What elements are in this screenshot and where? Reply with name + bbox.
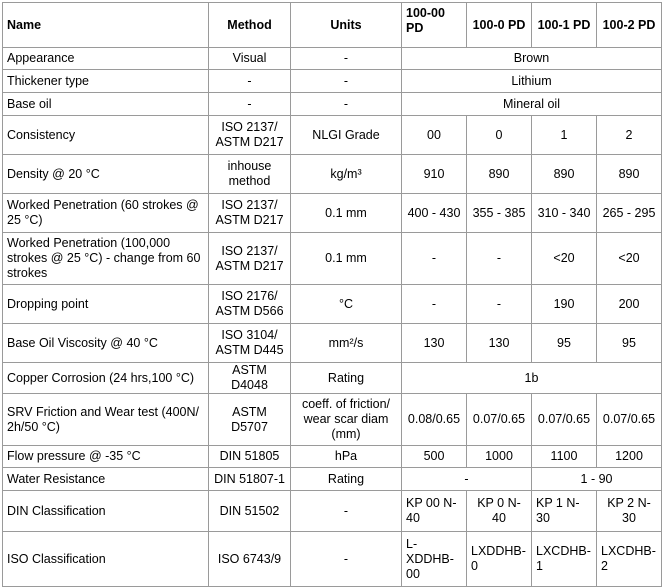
- row-units: -: [291, 48, 402, 70]
- row-name: Water Resistance: [3, 468, 209, 491]
- row-method: ISO 3104/ ASTM D445: [209, 324, 291, 363]
- row-value-100-0: 130: [467, 324, 532, 363]
- row-units: mm²/s: [291, 324, 402, 363]
- header-grade-100-1: 100-1 PD: [532, 3, 597, 48]
- row-value-100-2: 890: [597, 155, 662, 194]
- row-value-100-00: 0.08/0.65: [402, 394, 467, 446]
- row-name: Base Oil Viscosity @ 40 °C: [3, 324, 209, 363]
- row-value-100-00: -: [402, 285, 467, 324]
- row-name: Worked Penetration (60 strokes @ 25 °C): [3, 194, 209, 233]
- row-value-100-2: 2: [597, 116, 662, 155]
- row-method: ASTM D5707: [209, 394, 291, 446]
- row-method: ISO 2137/ ASTM D217: [209, 194, 291, 233]
- table-row: [3, 70, 662, 93]
- row-value-100-0: 890: [467, 155, 532, 194]
- row-value-100-0: -: [467, 285, 532, 324]
- row-value-100-00: 00: [402, 116, 467, 155]
- row-method: ISO 6743/9: [209, 532, 291, 587]
- row-units: 0.1 mm: [291, 233, 402, 285]
- row-name: Copper Corrosion (24 hrs,100 °C): [3, 363, 209, 394]
- table-row: [3, 233, 662, 285]
- row-value-100-1: KP 1 N- 30: [532, 491, 597, 532]
- row-name: SRV Friction and Wear test (400N/ 2h/50 °C): [3, 394, 209, 446]
- row-value-100-2: 0.07/0.65: [597, 394, 662, 446]
- row-method: DIN 51502: [209, 491, 291, 532]
- row-method: -: [209, 70, 291, 93]
- table-row: [3, 468, 662, 491]
- row-name: Flow pressure @ -35 °C: [3, 446, 209, 468]
- table-row: [3, 363, 662, 394]
- row-value-100-00: -: [402, 233, 467, 285]
- row-method: ISO 2176/ ASTM D566: [209, 285, 291, 324]
- header-grade-100-00: 100-00 PD: [402, 3, 467, 48]
- row-value-100-1: 890: [532, 155, 597, 194]
- row-units: Rating: [291, 363, 402, 394]
- row-units: 0.1 mm: [291, 194, 402, 233]
- row-name: Dropping point: [3, 285, 209, 324]
- row-value-grades-1-2: 1 - 90: [532, 468, 662, 491]
- row-value-100-1: 0.07/0.65: [532, 394, 597, 446]
- row-method: ASTM D4048: [209, 363, 291, 394]
- row-value-100-2: 95: [597, 324, 662, 363]
- row-method: ISO 2137/ ASTM D217: [209, 233, 291, 285]
- row-units: -: [291, 532, 402, 587]
- row-units: hPa: [291, 446, 402, 468]
- table-row: [3, 93, 662, 116]
- table-row: [3, 491, 662, 532]
- row-value-100-1: 95: [532, 324, 597, 363]
- row-value-100-2: <20: [597, 233, 662, 285]
- row-units: -: [291, 491, 402, 532]
- row-units: NLGI Grade: [291, 116, 402, 155]
- row-value-100-1: LXCDHB- 1: [532, 532, 597, 587]
- row-value-100-2: 200: [597, 285, 662, 324]
- row-value-100-0: 0.07/0.65: [467, 394, 532, 446]
- row-units: -: [291, 70, 402, 93]
- row-value-100-00: 910: [402, 155, 467, 194]
- row-value-100-0: KP 0 N-40: [467, 491, 532, 532]
- table-row: [3, 532, 662, 587]
- row-value-all-grades: Mineral oil: [402, 93, 662, 116]
- row-units: -: [291, 93, 402, 116]
- row-value-100-2: 1200: [597, 446, 662, 468]
- table-header-row: [3, 3, 662, 48]
- row-value-grades-00-0: -: [402, 468, 532, 491]
- header-grade-100-0: 100-0 PD: [467, 3, 532, 48]
- header-method: Method: [209, 3, 291, 48]
- row-value-100-1: 310 - 340: [532, 194, 597, 233]
- row-value-100-00: 130: [402, 324, 467, 363]
- row-value-all-grades: 1b: [402, 363, 662, 394]
- header-grade-100-2: 100-2 PD: [597, 3, 662, 48]
- row-value-all-grades: Lithium: [402, 70, 662, 93]
- table-row: [3, 155, 662, 194]
- row-method: inhouse method: [209, 155, 291, 194]
- row-name: Worked Penetration (100,000 strokes @ 25 °C) - change from 60 strokes: [3, 233, 209, 285]
- row-value-100-2: LXCDHB- 2: [597, 532, 662, 587]
- table-row: [3, 446, 662, 468]
- row-value-100-00: L- XDDHB- 00: [402, 532, 467, 587]
- row-value-100-1: 1100: [532, 446, 597, 468]
- table-row: [3, 324, 662, 363]
- row-method: DIN 51805: [209, 446, 291, 468]
- product-spec-table: [2, 2, 662, 587]
- row-units: °C: [291, 285, 402, 324]
- row-value-100-0: LXDDHB- 0: [467, 532, 532, 587]
- row-name: Appearance: [3, 48, 209, 70]
- header-name: Name: [3, 3, 209, 48]
- row-method: ISO 2137/ ASTM D217: [209, 116, 291, 155]
- row-units: coeff. of friction/ wear scar diam (mm): [291, 394, 402, 446]
- row-name: ISO Classification: [3, 532, 209, 587]
- row-value-100-0: 1000: [467, 446, 532, 468]
- row-value-100-2: KP 2 N-30: [597, 491, 662, 532]
- row-name: Density @ 20 °C: [3, 155, 209, 194]
- table-row: [3, 285, 662, 324]
- row-value-100-00: 400 - 430: [402, 194, 467, 233]
- header-units: Units: [291, 3, 402, 48]
- row-method: -: [209, 93, 291, 116]
- row-method: Visual: [209, 48, 291, 70]
- row-name: DIN Classification: [3, 491, 209, 532]
- row-value-100-1: 190: [532, 285, 597, 324]
- row-value-all-grades: Brown: [402, 48, 662, 70]
- row-method: DIN 51807-1: [209, 468, 291, 491]
- row-value-100-00: 500: [402, 446, 467, 468]
- row-name: Base oil: [3, 93, 209, 116]
- row-value-100-1: <20: [532, 233, 597, 285]
- row-value-100-0: 0: [467, 116, 532, 155]
- table-row: [3, 194, 662, 233]
- row-name: Consistency: [3, 116, 209, 155]
- row-value-100-0: -: [467, 233, 532, 285]
- row-units: Rating: [291, 468, 402, 491]
- row-units: kg/m³: [291, 155, 402, 194]
- table-row: [3, 116, 662, 155]
- row-value-100-0: 355 - 385: [467, 194, 532, 233]
- row-name: Thickener type: [3, 70, 209, 93]
- table-row: [3, 394, 662, 446]
- row-value-100-1: 1: [532, 116, 597, 155]
- row-value-100-2: 265 - 295: [597, 194, 662, 233]
- row-value-100-00: KP 00 N- 40: [402, 491, 467, 532]
- table-row: [3, 48, 662, 70]
